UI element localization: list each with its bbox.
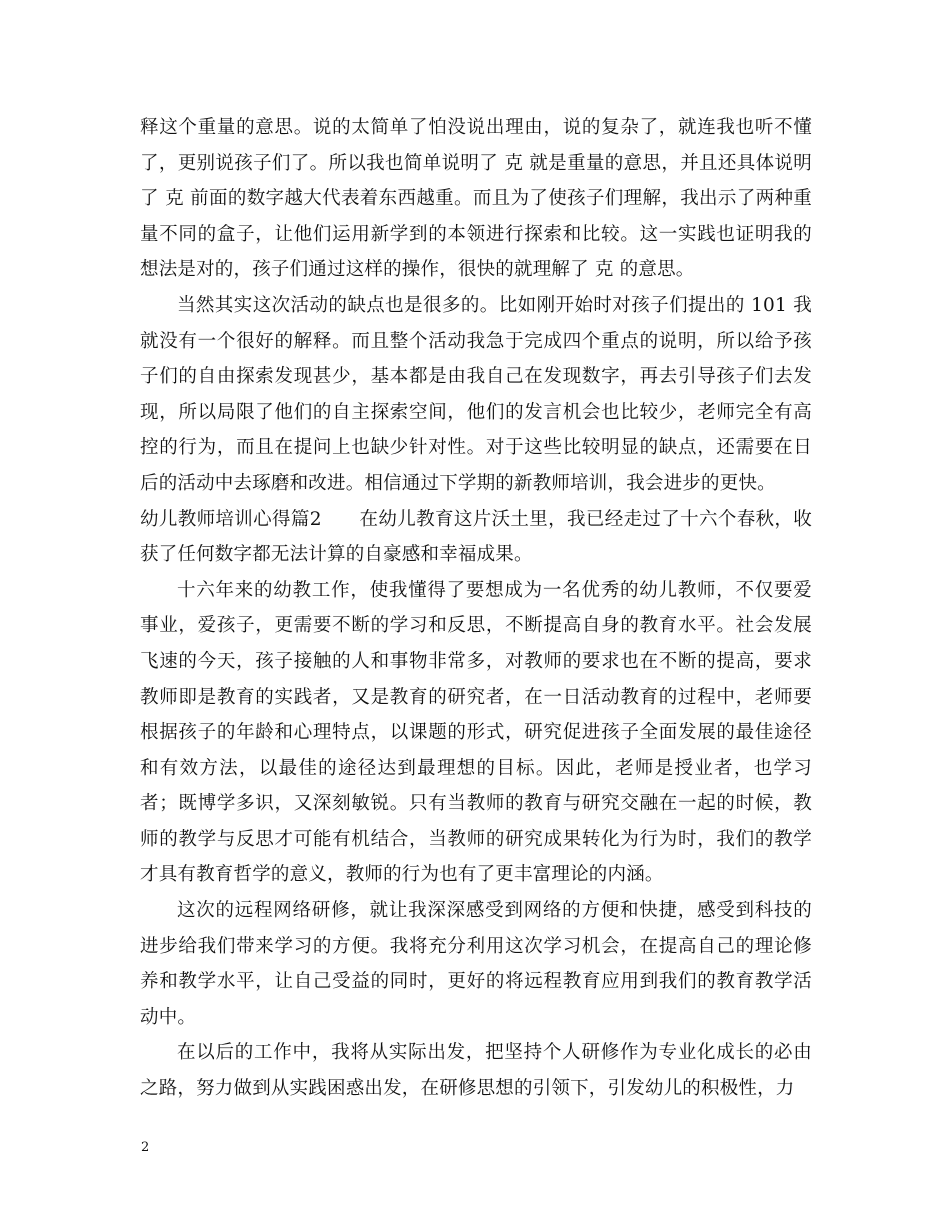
paragraph-3-section-heading: 幼儿教师培训心得篇2 在幼儿教育这片沃土里，我已经走过了十六个春秋，收获了任何数字都无法计算的自豪感和幸福成果。 xyxy=(140,508,812,566)
page-number: 2 xyxy=(141,1140,150,1155)
paragraph-2: 当然其实这次活动的缺点也是很多的。比如刚开始时对孩子们提出的 101 我就没有一个很好的解释。而且整个活动我急于完成四个重点的说明，所以给予孩子们的自由探索发现甚少，基本都是由我自己在发现数字，再去引导孩子们去发现，所以局限了他们的自主探索空间，他们的发言机会也比较少，老师完全有高控的行为，而且在提问上也缺少针对性。对于这些比较明显的缺点，还需要在日后的活动中去琢磨和改进。相信通过下学期的新教师培训，我会进步的更快。 xyxy=(140,294,812,494)
paragraph-4: 十六年来的幼教工作，使我懂得了要想成为一名优秀的幼儿教师，不仅要爱事业，爱孩子，更需要不断的学习和反思，不断提高自身的教育水平。社会发展飞速的今天，孩子接触的人和事物非常多，对教师的要求也在不断的提高，要求教师即是教育的实践者，又是教育的研究者，在一日活动教育的过程中，老师要根据孩子的年龄和心理特点，以课题的形式，研究促进孩子全面发展的最佳途径和有效方法，以最佳的途径达到最理想的目标。因此，老师是授业者，也学习者；既博学多识，又深刻敏锐。只有当教师的教育与研究交融在一起的时候，教师的教学与反思才可能有机结合，当教师的研究成果转化为行为时，我们的教学才具有教育哲学的意义，教师的行为也有了更丰富理论的内涵。 xyxy=(140,579,812,886)
document-body xyxy=(140,110,812,1107)
paragraph-6: 在以后的工作中，我将从实际出发，把坚持个人研修作为专业化成长的必由之路，努力做到从实践困惑出发，在研修思想的引领下，引发幼儿的积极性，力 xyxy=(140,1042,812,1100)
paragraph-1: 释这个重量的意思。说的太简单了怕没说出理由，说的复杂了，就连我也听不懂了，更别说孩子们了。所以我也简单说明了 克 就是重量的意思，并且还具体说明了 克 前面的数字越大代表着东西越重。而且为了使孩子们理解，我出示了两种重量不同的盒子，让他们运用新学到的本领进行探索和比较。这一实践也证明我的想法是对的，孩子们通过这样的操作，很快的就理解了 克 的意思。 xyxy=(140,117,812,281)
paragraph-5: 这次的远程网络研修，就让我深深感受到网络的方便和快捷，感受到科技的进步给我们带来学习的方便。我将充分利用这次学习机会，在提高自己的理论修养和教学水平，让自己受益的同时，更好的将远程教育应用到我们的教育教学活动中。 xyxy=(140,900,812,1028)
